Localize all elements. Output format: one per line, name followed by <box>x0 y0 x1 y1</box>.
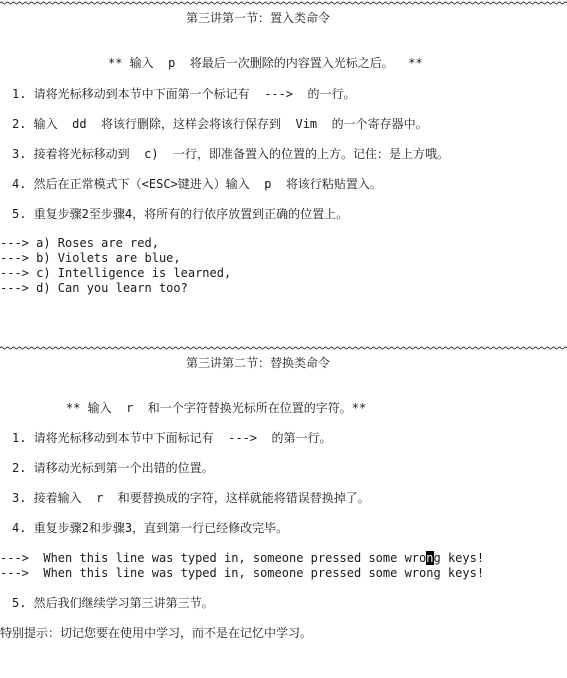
section-2-step: 2. 请移动光标到第一个出错的位置。 <box>12 461 214 475</box>
section-1-title: 第三讲第一节：置入类命令 <box>186 11 331 25</box>
section-1-step: 2. 输入 dd 将该行删除，这样会将该行保存到 Vim 的一个寄存器中。 <box>12 117 428 131</box>
practice-text-after-cursor: g keys! <box>433 551 485 565</box>
section-2-step: 4. 重复步骤2和步骤3，直到第一行已经修改完毕。 <box>12 521 289 535</box>
study-tip: 特别提示：切记您要在使用中学习，而不是在记忆中学习。 <box>0 626 313 640</box>
practice-line-editing[interactable] <box>0 551 484 566</box>
section-2-step: 1. 请将光标移动到本节中下面标记有 ---> 的第一行。 <box>12 431 332 445</box>
practice-line: ---> c) Intelligence is learned, <box>0 266 232 280</box>
section-1-summary: ** 输入 p 将最后一次删除的内容置入光标之后。 ** <box>108 56 423 70</box>
practice-line: ---> d) Can you learn too? <box>0 281 188 295</box>
section-1-step: 3. 接着将光标移动到 c) 一行，即准备置入的位置的上方。记住：是上方哦。 <box>12 147 450 161</box>
practice-line-correct: ---> When this line was typed in, someone pressed some wrong keys! <box>0 566 485 580</box>
section-1-step: 4. 然后在正常模式下（<ESC>键进入）输入 p 将该行粘贴置入。 <box>12 177 382 191</box>
practice-line: ---> a) Roses are red, <box>0 236 159 250</box>
text-cursor[interactable]: n <box>426 551 434 565</box>
section-2-step: 5. 然后我们继续学习第三讲第三节。 <box>12 596 214 610</box>
practice-line: ---> b) Violets are blue, <box>0 251 181 265</box>
section-2-title: 第三讲第二节：替换类命令 <box>186 356 331 370</box>
separator-line <box>0 345 567 351</box>
section-1-step: 5. 重复步骤2至步骤4，将所有的行依序放置到正确的位置上。 <box>12 207 349 221</box>
practice-text-before-cursor: ---> When this line was typed in, someone pressed some wro <box>0 551 427 565</box>
section-2-step: 3. 接着输入 r 和要替换成的字符，这样就能将错误替换掉了。 <box>12 491 370 505</box>
section-2-summary: ** 输入 r 和一个字符替换光标所在位置的字符。** <box>66 401 367 415</box>
separator-line <box>0 0 567 6</box>
section-1-step: 1. 请将光标移动到本节中下面第一个标记有 ---> 的一行。 <box>12 87 356 101</box>
